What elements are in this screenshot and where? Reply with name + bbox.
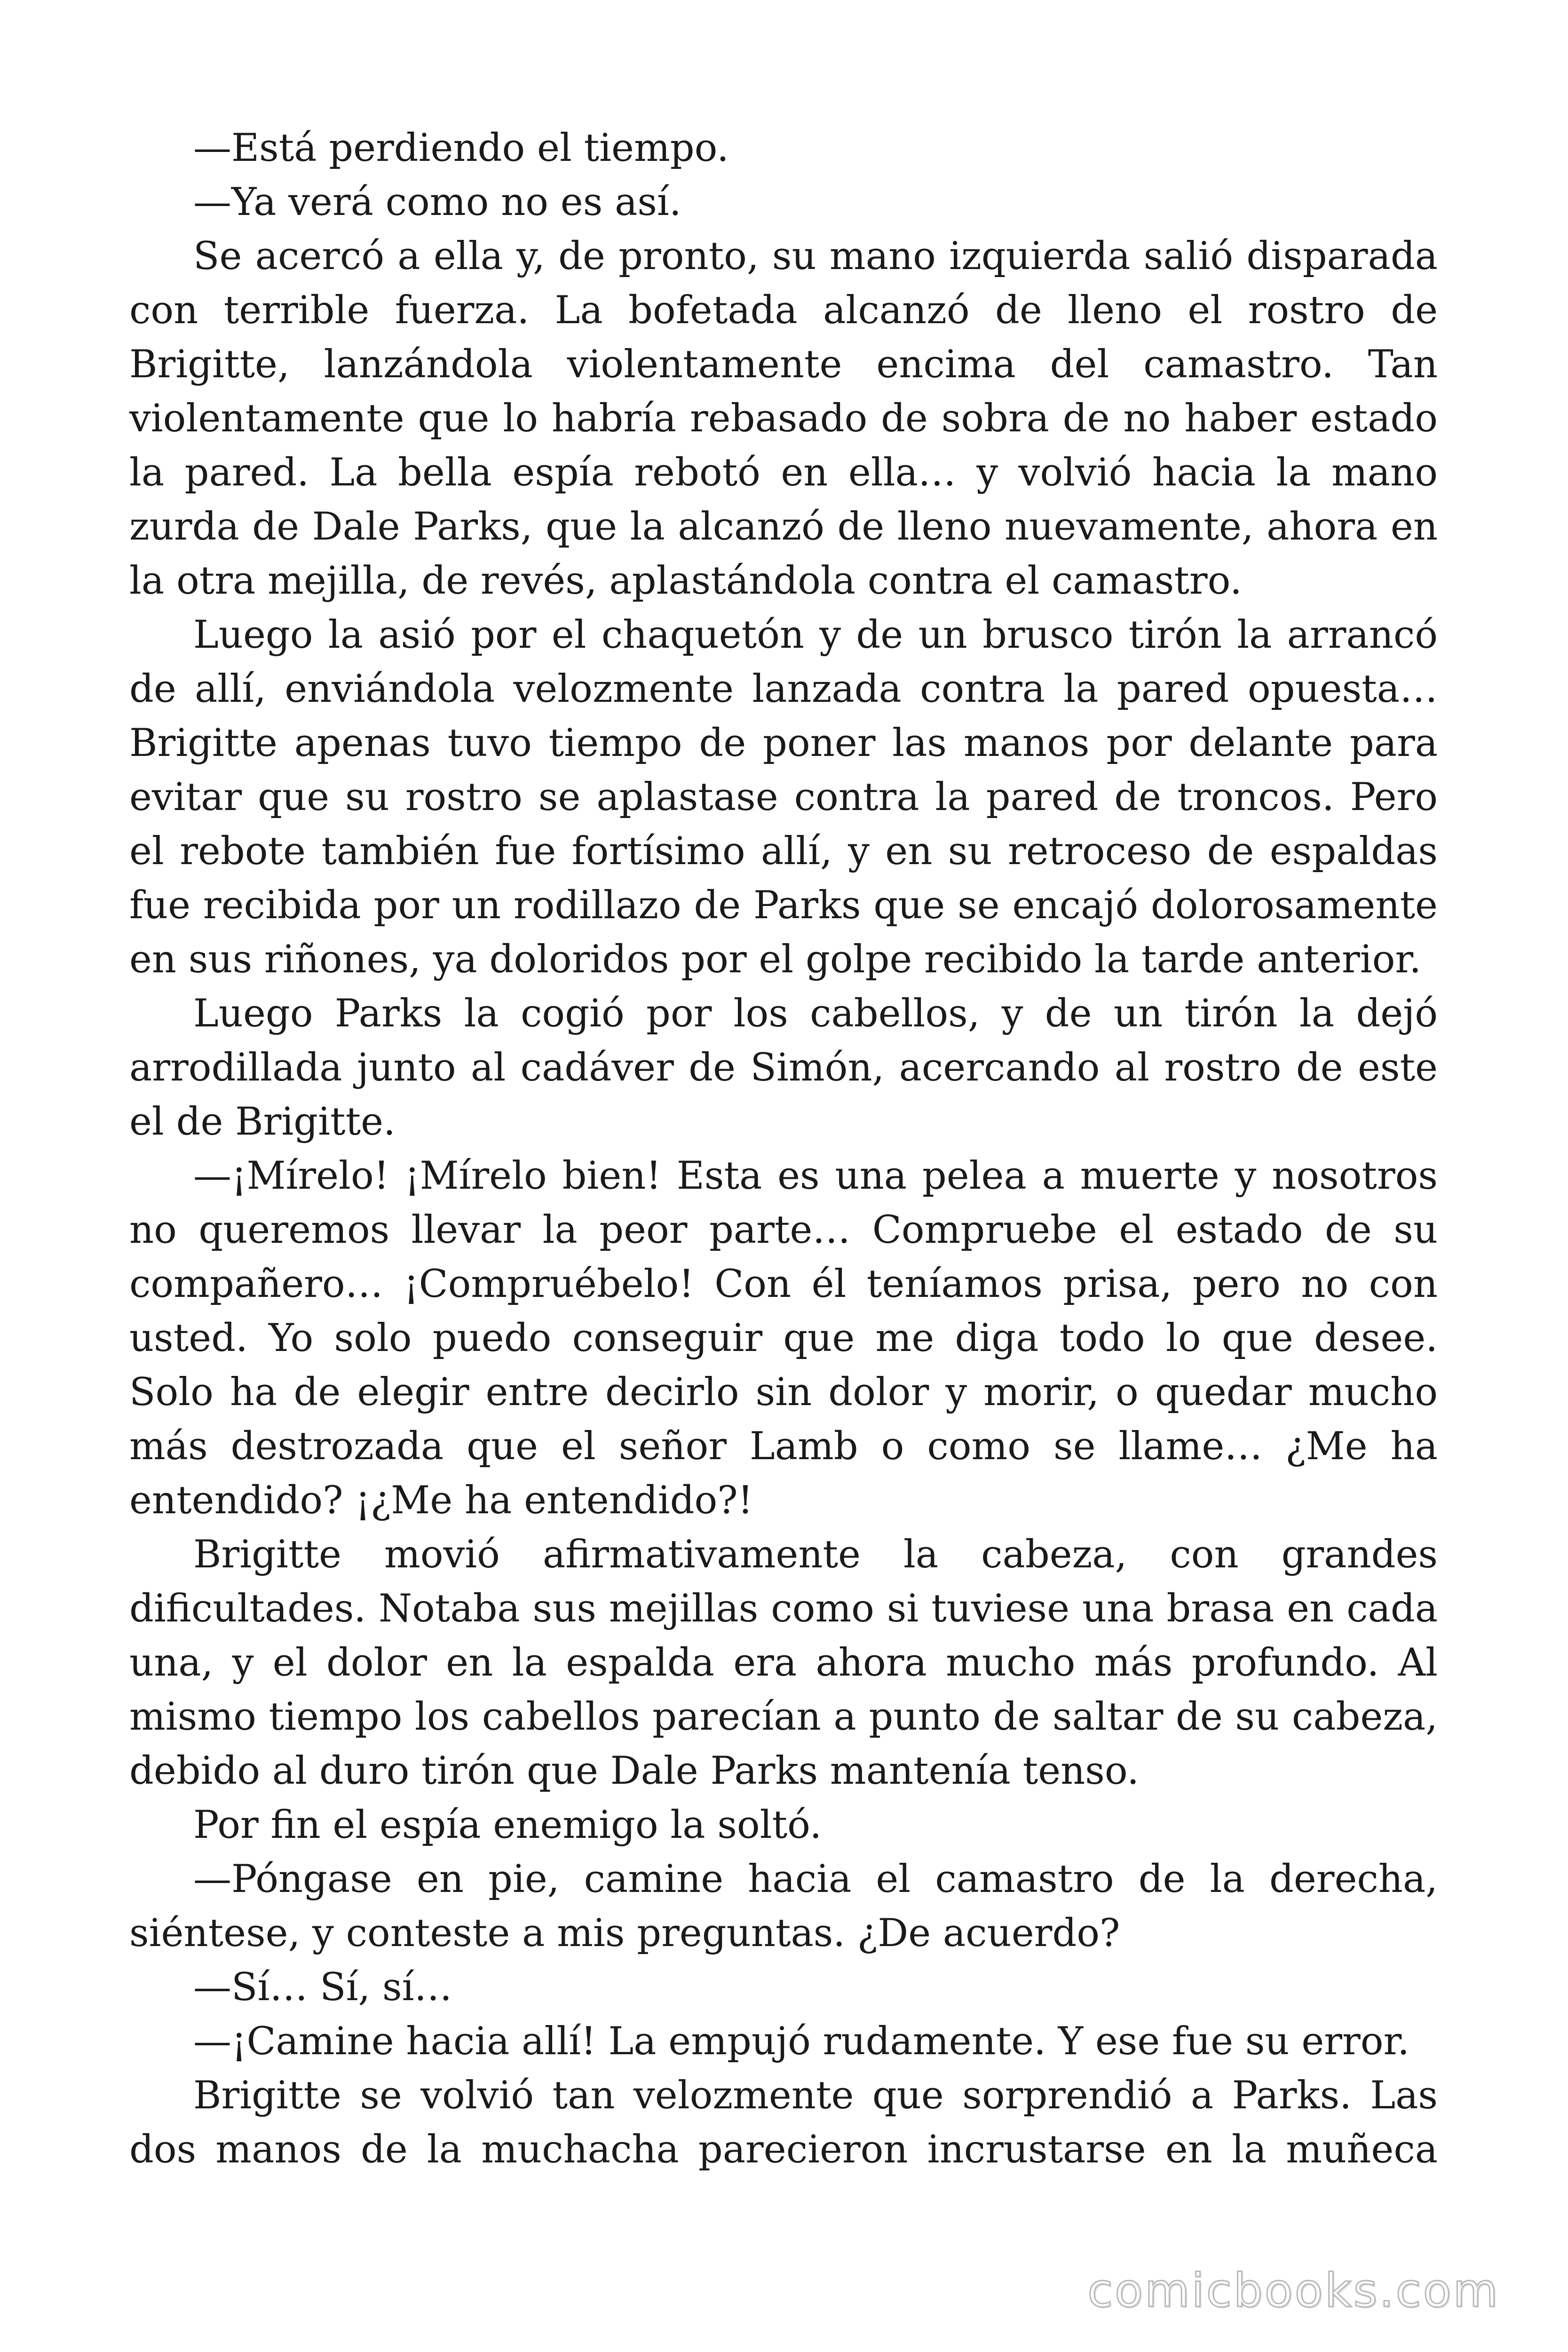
- paragraph: —Ya verá como no es así.: [193, 180, 681, 224]
- paragraph-last: Brigitte se volvió tan velozmente que sorprendió a Parks. Las dos manos de la muchacha parecieron incrustarse en la muñeca: [129, 2074, 1438, 2172]
- watermark-logo: comicbooks.com: [1087, 2264, 1500, 2318]
- paragraph: —¡Mírelo! ¡Mírelo bien! Esta es una pelea a muerte y nosotros no queremos llevar la peor parte… Compruebe el estado de su compañero… ¡Compruébelo! Con él teníamos prisa, pero no con usted. Yo solo puedo conseguir que me diga todo lo que desee. Solo ha de elegir entre decirlo sin dolor y morir, o quedar mucho más destrozada que el señor Lamb o como se llame… ¿Me ha entendido? ¡¿Me ha entendido?!: [129, 1154, 1438, 1523]
- paragraph: —Póngase en pie, camine hacia el camastro de la derecha, siéntese, y conteste a mis preguntas. ¿De acuerdo?: [129, 1857, 1438, 1955]
- paragraph: —¡Camine hacia allí! La empujó rudamente. Y ese fue su error.: [193, 2019, 1410, 2064]
- paragraph: —Está perdiendo el tiempo.: [193, 126, 729, 170]
- book-page-text: [129, 121, 1438, 2177]
- paragraph: Luego la asió por el chaquetón y de un brusco tirón la arrancó de allí, enviándola velozmente lanzada contra la pared opuesta… Brigitte apenas tuvo tiempo de poner las manos por delante para evitar que su rostro se aplastase contra la pared de troncos. Pero el rebote también fue fortísimo allí, y en su retroceso de espaldas fue recibida por un rodillazo de Parks que se encajó dolorosamente en sus riñones, ya doloridos por el golpe recibido la tarde anterior.: [129, 613, 1438, 982]
- paragraph: Se acercó a ella y, de pronto, su mano izquierda salió disparada con terrible fuerza. La bofetada alcanzó de lleno el rostro de Brigitte, lanzándola violentamente encima del camastro. Tan violentamente que lo habría rebasado de sobra de no haber estado la pared. La bella espía rebotó en ella… y volvió hacia la mano zurda de Dale Parks, que la alcanzó de lleno nuevamente, ahora en la otra mejilla, de revés, aplastándola contra el camastro.: [129, 234, 1438, 603]
- paragraph: —Sí… Sí, sí…: [193, 1965, 452, 2010]
- paragraph: Por fin el espía enemigo la soltó.: [193, 1803, 822, 1847]
- paragraph: Brigitte movió afirmativamente la cabeza, con grandes dificultades. Notaba sus mejillas como si tuviese una brasa en cada una, y el dolor en la espalda era ahora mucho más profundo. Al mismo tiempo los cabellos parecían a punto de saltar de su cabeza, debido al duro tirón que Dale Parks mantenía tenso.: [129, 1533, 1438, 1793]
- paragraph: Luego Parks la cogió por los cabellos, y de un tirón la dejó arrodillada junto al cadáver de Simón, acercando al rostro de este el de Brigitte.: [129, 992, 1438, 1144]
